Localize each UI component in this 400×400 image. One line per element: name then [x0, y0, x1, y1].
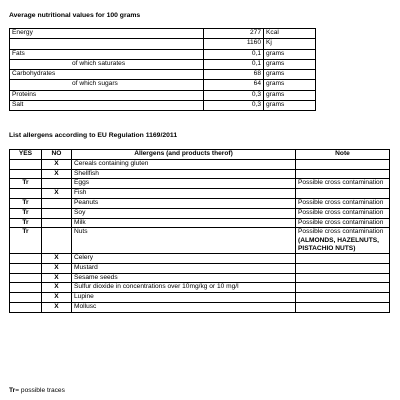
nutrition-row — [10, 29, 316, 39]
allergen-name: Soy — [72, 208, 296, 218]
allergen-no-cell: X — [42, 189, 72, 199]
allergen-row — [10, 303, 390, 313]
allergen-note-text: Possible cross contamination — [298, 228, 384, 236]
nutrient-unit: grams — [264, 101, 316, 111]
nutrient-label: Salt — [10, 101, 204, 111]
nutrient-label: Fats — [10, 49, 204, 59]
allergen-note — [296, 208, 390, 218]
allergen-no-cell — [42, 218, 72, 228]
allergen-name: Sesame seeds — [72, 273, 296, 283]
nutrition-row — [10, 39, 316, 49]
allergen-row — [10, 208, 390, 218]
allergen-note — [296, 189, 390, 199]
header-yes: YES — [10, 150, 42, 160]
allergen-yes-cell — [10, 293, 42, 303]
footer-abbr: Tr — [9, 387, 16, 394]
nutrient-unit: Kj — [264, 39, 316, 49]
nutrition-row — [10, 80, 316, 90]
allergen-note-detail: (ALMONDS, HAZELNUTS, PISTACHIO NUTS) — [298, 236, 379, 252]
nutrient-unit: grams — [264, 59, 316, 69]
nutrient-unit: grams — [264, 80, 316, 90]
allergen-note — [296, 198, 390, 208]
allergen-note — [296, 263, 390, 273]
nutrient-label: of which sugars — [10, 80, 204, 90]
allergen-row — [10, 198, 390, 208]
allergen-row — [10, 169, 390, 179]
allergen-note — [296, 303, 390, 313]
nutrient-label — [10, 39, 204, 49]
allergen-name: Nuts — [72, 228, 296, 254]
allergen-yes-cell: Tr — [10, 218, 42, 228]
allergen-yes-cell: Tr — [10, 198, 42, 208]
allergen-row — [10, 254, 390, 264]
allergen-yes-cell — [10, 283, 42, 293]
allergen-yes-cell: Tr — [10, 228, 42, 254]
allergen-no-cell — [42, 179, 72, 189]
footer-text: = possible traces — [15, 387, 65, 394]
nutrient-label: Proteins — [10, 90, 204, 100]
allergen-yes-cell — [10, 189, 42, 199]
allergen-name: Cereals containing gluten — [72, 159, 296, 169]
allergen-no-cell — [42, 208, 72, 218]
nutrition-title: Average nutritional values for 100 grams — [9, 12, 141, 19]
allergen-row — [10, 273, 390, 283]
header-no: NO — [42, 150, 72, 160]
allergen-no-cell: X — [42, 303, 72, 313]
allergen-note — [296, 218, 390, 228]
nutrition-row — [10, 49, 316, 59]
allergen-name: Mollusc — [72, 303, 296, 313]
allergen-name: Milk — [72, 218, 296, 228]
allergen-name: Peanuts — [72, 198, 296, 208]
header-note: Note — [296, 150, 390, 160]
nutrient-unit: grams — [264, 49, 316, 59]
nutrient-value: 0,3 — [204, 101, 264, 111]
allergen-yes-cell: Tr — [10, 208, 42, 218]
allergen-no-cell: X — [42, 273, 72, 283]
header-allergen: Allergens (and products therof) — [72, 150, 296, 160]
nutrient-unit: Kcal — [264, 29, 316, 39]
allergen-note — [296, 179, 390, 189]
nutrition-row — [10, 59, 316, 69]
allergen-note-text: Possible cross contamination — [298, 179, 384, 187]
allergen-yes-cell — [10, 254, 42, 264]
allergen-no-cell: X — [42, 159, 72, 169]
allergens-header-row — [10, 150, 390, 160]
allergen-note-text: Possible cross contamination — [298, 218, 384, 226]
allergen-name: Shellfish — [72, 169, 296, 179]
nutrient-value: 1160 — [204, 39, 264, 49]
allergen-name: Sulfur dioxide in concentrations over 10mg/kg or 10 mg/l — [72, 283, 296, 293]
nutrient-value: 0,1 — [204, 59, 264, 69]
allergen-row — [10, 228, 390, 254]
allergen-no-cell: X — [42, 169, 72, 179]
nutrient-value: 68 — [204, 70, 264, 80]
allergen-name: Lupine — [72, 293, 296, 303]
allergen-name: Eggs — [72, 179, 296, 189]
allergen-note — [296, 228, 390, 254]
allergen-note-text: Possible cross contamination — [298, 208, 384, 216]
nutrient-label: Energy — [10, 29, 204, 39]
allergen-no-cell: X — [42, 263, 72, 273]
nutrient-value: 64 — [204, 80, 264, 90]
allergen-yes-cell — [10, 303, 42, 313]
allergen-note — [296, 293, 390, 303]
allergen-name: Fish — [72, 189, 296, 199]
allergen-no-cell — [42, 228, 72, 254]
allergen-no-cell — [42, 198, 72, 208]
nutrient-unit: grams — [264, 90, 316, 100]
nutrient-unit: grams — [264, 70, 316, 80]
nutrient-value: 0,3 — [204, 90, 264, 100]
nutrient-label: Carbohydrates — [10, 70, 204, 80]
allergen-note — [296, 169, 390, 179]
allergen-note-text: Possible cross contamination — [298, 198, 384, 206]
allergen-yes-cell — [10, 263, 42, 273]
allergen-row — [10, 189, 390, 199]
allergen-note — [296, 254, 390, 264]
allergen-note — [296, 273, 390, 283]
nutrition-row — [10, 90, 316, 100]
allergen-no-cell: X — [42, 293, 72, 303]
allergen-note — [296, 159, 390, 169]
allergen-yes-cell: Tr — [10, 179, 42, 189]
allergen-yes-cell — [10, 169, 42, 179]
allergen-name: Mustard — [72, 263, 296, 273]
nutrient-value: 0,1 — [204, 49, 264, 59]
allergen-note — [296, 283, 390, 293]
allergen-row — [10, 159, 390, 169]
allergen-row — [10, 218, 390, 228]
allergen-row — [10, 179, 390, 189]
allergen-yes-cell — [10, 159, 42, 169]
allergen-row — [10, 263, 390, 273]
allergen-no-cell: X — [42, 283, 72, 293]
allergen-yes-cell — [10, 273, 42, 283]
allergen-row — [10, 293, 390, 303]
nutrition-row — [10, 101, 316, 111]
allergen-no-cell: X — [42, 254, 72, 264]
nutrient-value: 277 — [204, 29, 264, 39]
nutrient-label: of which saturates — [10, 59, 204, 69]
allergens-title: List allergens according to EU Regulation 1169/2011 — [9, 132, 178, 139]
footer-legend — [9, 387, 65, 395]
allergen-name: Celery — [72, 254, 296, 264]
allergen-row — [10, 283, 390, 293]
allergens-table — [9, 149, 390, 313]
nutrition-table — [9, 28, 316, 111]
nutrition-row — [10, 70, 316, 80]
